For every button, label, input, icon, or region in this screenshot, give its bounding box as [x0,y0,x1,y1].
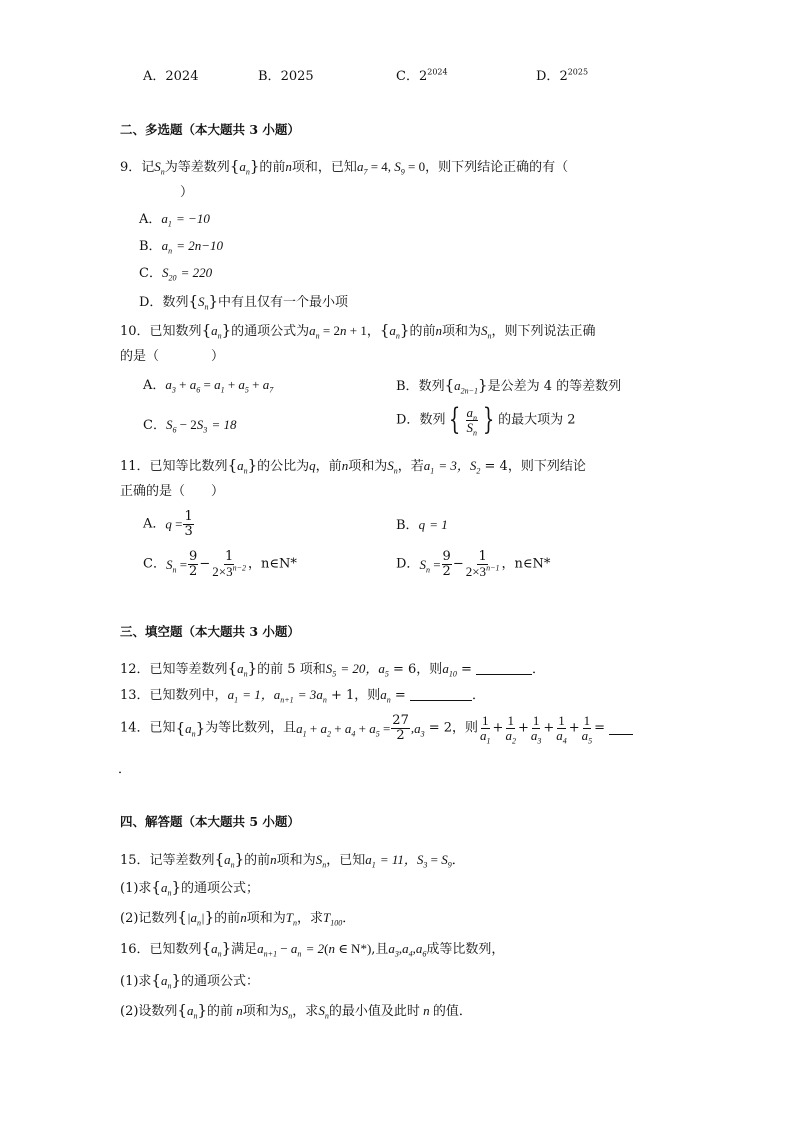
q11-stem [120,456,586,476]
math: $\{a_{2n-1}\}$ [444,376,488,396]
q14-stem: 14．已知$\{a_n\}$为等比数列，且$a_1 + a_2 + a_4 + a_5$ = $\frac{27}{2}$ $,a_3 = 2$，则 $\frac{1}{a_1}$ + $\frac{1}{a_2}$ + $\frac{1}{a_3}$ + $\frac{1}{a_4}$ + $\frac{1}{a_5}$ = [120,714,633,742]
q10-option-b [396,376,622,396]
math: n [419,1003,433,1018]
q8-option-c-base: 2 [418,69,428,84]
q16-text: 已知数列 [149,942,202,957]
q13-text: = 3 [297,687,317,702]
q11-text: 项和为 [348,459,388,474]
q12-number: 12． [120,662,150,677]
q8-option-b [258,70,314,83]
q9-option-d [139,292,349,312]
math: q [418,517,426,532]
q10-text: 已知数列 [149,324,202,339]
q10-text: 数列 [418,379,445,394]
exponent: n−1 [486,563,500,573]
q16-text: 的值． [432,1004,472,1019]
math: $S_n$ [281,1003,293,1021]
math: $a_7 = 4$, $S_9 = 0$ [356,159,426,177]
q11-text: ，若 [397,459,424,474]
q10-text: 的前 [409,324,436,339]
q14-text: , [410,720,415,736]
q14-answer-blank[interactable] [609,722,633,735]
q8-option-c-label: C． [396,69,419,84]
q15-text: ． [451,853,465,868]
math: n [285,159,292,174]
q10-text: 项和为 [441,324,481,339]
q16-text: (1)求 [120,974,152,989]
q16-text: 的通项公式： [181,974,260,989]
q11-text: ，前 [315,459,342,474]
q13-stem [120,687,485,705]
q11-option-c [143,550,297,578]
q9-option-a-rhs: = −10 [176,211,210,226]
q12-text: 已知等差数列 [149,662,228,677]
math: $S_5$ [325,661,337,679]
math-fraction: $\frac{a_n}{S_n}$ [466,404,478,438]
q15-text: ，求 [296,911,323,926]
math: $\{a_n\}$ [175,718,206,739]
math: n [233,1003,243,1018]
frac-num: 1 [184,509,193,524]
math: $a_n = 2n + 1$ [309,323,367,341]
q14-text: 为等比数列，且 [205,720,297,736]
q9-text: 的前 [259,160,286,175]
math: n [240,910,247,925]
frac-den: 2 [189,563,198,579]
math: $S_6 - 2S_3$ [165,417,208,435]
q13-text: = [394,688,406,703]
frac-num: 27 [392,713,409,728]
q10-text: ， [366,324,380,339]
math: $\{a_n\}$ [214,850,245,870]
q15-text: 的通项公式； [181,881,260,896]
math: $S_n$ = [419,556,441,575]
q10-option-d [396,402,576,438]
q11-option-d-label: D． [396,556,420,572]
math: $S_n$ [481,323,492,341]
math: $\{a_n\}$ [227,456,258,476]
q11-text: 的公比为 [257,459,310,474]
math: $\{a_n\}$ [201,321,232,341]
math: $\{a_n\}$ [201,939,232,959]
math: $a_3,a_4,a_6$ [388,941,427,959]
math: $a_1$ [227,687,239,705]
q8-option-d-exp: 2025 [567,67,589,77]
q13-text: = 1， [242,687,274,702]
q9-option-b [139,238,223,256]
math: (n ∈ N*) [324,941,372,956]
q11-number: 11． [120,459,150,474]
q9-text: 项和，已知 [291,160,357,175]
q13-text: 已知数列中， [149,688,228,703]
math: $a_5$ [378,661,389,679]
math: $\{a_n\}$ [229,157,260,177]
q16-text: (2)设数列 [120,1004,178,1019]
math: $\{a_n\}$ [151,878,182,898]
q16-text: 的最小值及此时 [328,1004,420,1019]
q10-option-c-label: C． [143,418,166,433]
q15-part-2 [120,908,356,928]
q11-text: 已知等比数列 [149,459,228,474]
q15-text: 的前 [214,911,241,926]
q12-text: = [460,662,472,677]
math: $a_3$ [414,720,425,739]
q10-option-a-label: A． [143,378,166,393]
q16-text: ,且 [371,942,389,957]
q12-text: 的前 5 项和 [257,662,326,677]
q8-option-a-label: A． [143,69,166,84]
q10-text: 的最大项为 2 [498,412,576,428]
math-fraction [183,510,193,538]
math: $S_2$ [469,458,481,476]
q8-option-d-base: 2 [559,69,568,84]
q10-option-b-label: B． [396,379,419,394]
math: $\{a_n\}$ [227,659,258,679]
q16-text: = 2 [305,941,325,956]
q15-text: 记等差数列 [149,853,215,868]
math: n [435,323,442,338]
frac-num: 9 [189,549,198,564]
q11-set-tail: ，n∈N* [501,556,551,572]
q9-text: 记 [141,160,155,175]
q16-part-1 [120,971,260,991]
q15-text: = 11， [379,852,417,867]
q10-stem-line2: 的是（ ） [120,349,225,364]
q11-text: = 3， [438,458,470,473]
q14-end: ． [118,762,132,777]
q8-option-a [143,70,198,83]
q8-option-c-exp: 2024 [427,67,448,77]
q11-option-a [143,510,195,538]
q9-option-d-label: D． [139,295,163,310]
q12-end: ． [532,662,546,677]
frac-num: 1 [224,549,234,564]
math: $a_n$ [380,687,391,705]
q10-text: ，则下列说法正确 [491,324,596,339]
q16-text: ，求 [292,1004,319,1019]
q9-option-c-rhs: = 220 [180,265,213,280]
math: $S_3 = S_9$ [416,852,452,870]
math: $\{|a_n|\}$ [177,908,215,928]
minus: − [452,556,464,572]
math: $a_n$ [161,238,173,256]
q16-text: 的前 [207,1004,234,1019]
q9-stem [120,157,569,177]
q10-stem [120,321,596,341]
q9-text: 中有且仅有一个最小项 [218,295,349,310]
q11-stem-line2: 正确的是（ ） [120,484,225,499]
q15-number: 15． [120,853,150,868]
q10-option-a [143,377,274,395]
q8-option-b-value: 2025 [280,69,314,84]
q9-option-a-label: A． [139,212,162,227]
q11-text: = 4，则下列结论 [484,459,586,474]
q13-text: + 1，则 [330,688,381,703]
q10-text: 的通项公式为 [231,324,310,339]
frac-den: 3 [184,523,193,539]
math-fraction: $\frac{1}{a_1}$ [480,713,491,746]
q10-text: 是公差为 4 的等差数列 [487,379,622,394]
math-fraction: $\frac{1}{a_4}$ [556,713,567,746]
math: $S_n$ [318,1003,329,1021]
q13-number: 13． [120,688,150,703]
frac-num: 9 [442,549,451,564]
q11-option-b-label: B． [396,518,419,533]
q8-option-d [536,67,589,84]
q9-number: 9． [120,160,142,175]
math-fraction: $\frac{1}{2\times 3^{n-2}}$ [212,549,246,579]
math: $\{a_n\}$ [177,1001,208,1021]
section-3-heading: 三、填空题（本大题共 3 小题） [120,624,300,639]
q9-text: 数列 [162,295,189,310]
q14-text: 已知 [149,720,176,736]
math: $S_n$ [387,458,398,476]
q11-option-c-label: C． [143,556,166,572]
q15-text: 项和为 [276,853,316,868]
q8-option-d-label: D． [536,69,560,84]
math-fraction [442,550,452,578]
math-fraction: $\frac{1}{a_3}$ [530,713,542,746]
q14-number: 14． [120,720,150,736]
math: $a_1 + a_2 + a_4 + a_5$ = [296,720,391,739]
frac-den: 2 [396,727,405,743]
math: $a_{10}$ [442,661,457,679]
q9-option-c [139,265,213,283]
q12-text: = 6，则 [393,662,443,677]
q11-option-b-rhs: = 1 [429,517,448,532]
q10-option-c [143,417,237,435]
math: $T_{100}$ [322,910,343,928]
math-fraction [391,714,410,742]
q15-text: ，已知 [326,853,366,868]
math-brace: } [482,402,495,437]
minus: − [199,556,211,572]
math: $a_{n+1} - a_n$ [257,941,302,959]
math-brace: { [449,402,461,437]
q9-option-b-label: B． [139,239,162,254]
math: q [309,458,316,473]
math: $a_3 + a_6 = a_1 + a_5 + a_7$ [165,377,274,395]
frac-den: 2 [442,563,451,579]
q11-set-tail: ，n∈N* [247,556,297,572]
q11-option-d [396,550,550,578]
math: $a_{n+1}$ [273,687,294,705]
q8-option-c [396,67,448,84]
math: $S_n$ [315,852,327,870]
q15-text: (2)记数列 [120,911,178,926]
q13-end: ． [471,688,485,703]
q8-option-b-label: B． [258,69,281,84]
math: $a_1$ [423,458,435,476]
q12-text: = 20， [340,661,379,676]
math: n [341,458,349,473]
q15-text: (1)求 [120,881,152,896]
q12-answer-blank[interactable] [476,662,532,675]
exponent: n−2 [232,563,246,573]
math: n [270,852,277,867]
math: $a_1$ [365,852,376,870]
q11-option-a-label: A． [143,516,166,532]
q14-text: = 2，则 [428,720,479,736]
math-fraction [188,550,198,578]
q16-text: 成等比数列， [426,942,505,957]
q10-text: 数列 [419,412,446,428]
math: $T_n$ [285,910,297,928]
q9-text: ，则下列结论正确的有（ [425,160,569,175]
math-fraction: $\frac{1}{a_5}$ [581,713,593,746]
q16-text: 项和为 [242,1004,282,1019]
q11-option-b [396,518,448,532]
math: $S_n$ = [165,556,188,575]
math: $\{a_n\}$ [151,971,182,991]
frac-num: 1 [478,549,487,564]
q10-number: 10． [120,324,150,339]
q15-stem [120,850,465,870]
math: $\{a_n\}$ [379,321,410,341]
q9-option-a [139,211,210,229]
q15-part-1 [120,878,260,898]
q9-close-paren: ） [180,185,194,200]
q9-option-c-label: C． [139,266,162,281]
q13-answer-blank[interactable] [410,688,472,701]
q15-text: 项和为 [246,911,286,926]
math: q = [165,516,183,532]
q10-option-d-label: D． [396,412,420,428]
q10-option-c-rhs: = 18 [211,417,237,432]
q8-option-a-value: 2024 [165,69,199,84]
section-2-heading: 二、多选题（本大题共 3 小题） [120,122,300,137]
math: $S_n$ [154,159,165,177]
math-fraction: $\frac{1}{2\times 3^{n-1}}$ [465,549,500,579]
q15-text: ． [342,911,356,926]
q16-text: 满足 [231,942,258,957]
q16-number: 16． [120,942,150,957]
q9-text: 为等差数列 [164,160,230,175]
math-fraction: $\frac{1}{a_2}$ [505,713,516,746]
q15-text: 的前 [244,853,271,868]
math: $\{S_n\}$ [188,292,219,312]
q12-stem [120,659,546,679]
math: $a_1$ [161,211,172,229]
q9-option-b-rhs: = 2n−10 [176,238,223,253]
section-4-heading: 四、解答题（本大题共 5 小题） [120,814,300,829]
math: $a_n$ [316,687,327,705]
q16-stem [120,939,505,959]
math: $S_{20}$ [161,265,177,283]
q16-part-2 [120,1001,472,1021]
